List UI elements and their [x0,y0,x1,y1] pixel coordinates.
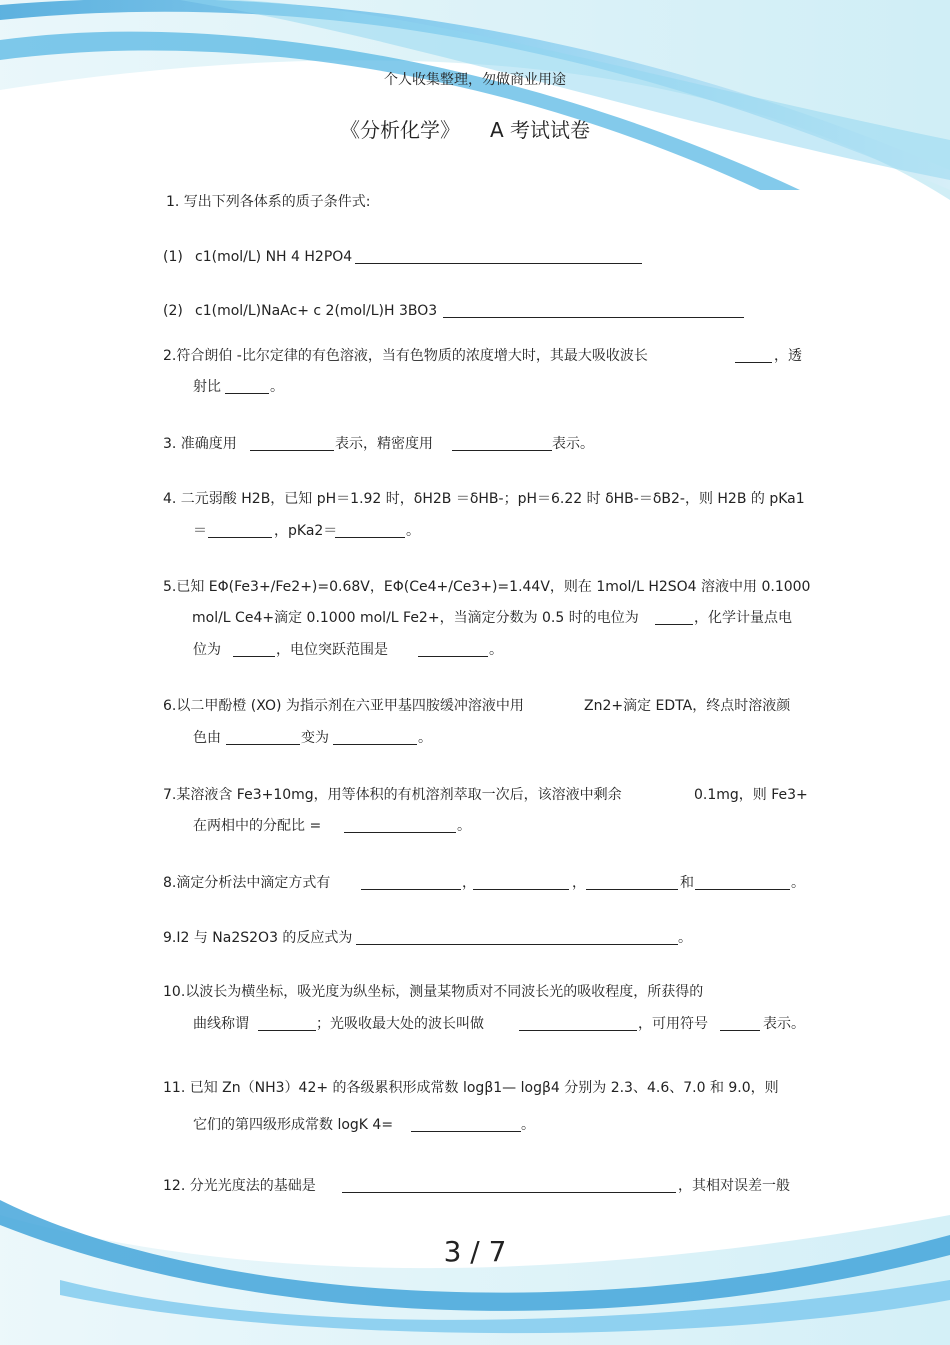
q8-method-blank-2[interactable] [473,875,569,890]
q1-b-label: (2) [163,303,183,319]
title-left: 《分析化学》 [340,118,460,142]
q10-curve-blank[interactable] [258,1016,316,1031]
watermark-line [0,70,950,90]
q5-end: 。 [489,642,503,658]
q5-half-potential-blank[interactable] [655,610,693,625]
q1-b-answer-blank[interactable] [443,303,744,318]
q2-end: 。 [270,379,284,395]
q2-comma: ，透 [774,348,802,364]
q12-basis-blank[interactable] [342,1178,676,1193]
q8-and: 和 [680,875,694,891]
q10-symbol-label: ，可用符号 [638,1016,708,1032]
q8-method-blank-4[interactable] [695,875,790,890]
q7-line2-text: 在两相中的分配比 = [193,818,322,834]
q6-change-to: 变为 [301,730,329,746]
q3-accuracy-blank[interactable] [250,436,334,451]
q1-a-answer-blank[interactable] [355,249,642,264]
q4-text: 4. 二元弱酸 H2B，已知 pH＝1.92 时，δH2B ＝δHB-；pH＝6.22 时 δHB-＝δB2-，则 H2B 的 pKa1 [163,491,805,507]
q2-transmittance-blank[interactable] [225,379,269,394]
q3-text-a: 3. 准确度用 [163,436,237,452]
q12-text: 12. 分光光度法的基础是 [163,1178,316,1194]
q7-text-b: 0.1mg，则 Fe3+ [694,787,808,803]
title-right: A 考试试卷 [490,118,591,142]
q2-wavelength-blank[interactable] [735,348,772,363]
q1-text: 1. 写出下列各体系的质子条件式: [166,194,371,210]
q2-text: 2.符合朗伯 -比尔定律的有色溶液，当有色物质的浓度增大时，其最大吸收波长 [163,348,648,364]
q5-eq-potential-blank[interactable] [233,642,275,657]
q3-text-b: 表示，精密度用 [335,436,433,452]
q4-eq: ＝ [193,523,207,539]
page-title [0,120,950,150]
q10-symbol-blank[interactable] [720,1016,760,1031]
q11-logk4-blank[interactable] [411,1117,521,1132]
page-number: 3 / 7 [443,1235,507,1268]
q7-ratio-blank[interactable] [344,818,456,833]
q7-text: 7.某溶液含 Fe3+10mg，用等体积的有机溶剂萃取一次后，该溶液中剩余 [163,787,622,803]
q9-end: 。 [678,930,692,946]
page-number-line [0,1234,950,1270]
q10-max-wavelength-blank[interactable] [519,1016,637,1031]
q5-line3-mid: ，电位突跃范围是 [276,642,388,658]
q3-text-c: 表示。 [552,436,594,452]
q8-method-blank-1[interactable] [361,875,461,890]
q6-line2-text: 色由 [193,730,221,746]
q8-text: 8.滴定分析法中滴定方式有 [163,875,331,891]
q4-end: 。 [406,523,420,539]
q7-end: 。 [457,818,471,834]
q6-from-color-blank[interactable] [226,730,300,745]
q1-a-expr: c1(mol/L) NH 4 H2PO4 [195,249,353,265]
q8-end: 。 [791,875,805,891]
q9-reaction-blank[interactable] [356,930,678,945]
q6-text: 6.以二甲酚橙 (XO) 为指示剂在六亚甲基四胺缓冲溶液中用 [163,698,524,714]
q4-pka2-blank[interactable] [335,523,405,538]
q9-text: 9.I2 与 Na2S2O3 的反应式为 [163,930,353,946]
q5-line2-text: mol/L Ce4+滴定 0.1000 mol/L Fe2+，当滴定分数为 0.5 时的电位为 [192,610,639,626]
q12-end: ，其相对误差一般 [678,1178,790,1194]
q8-method-blank-3[interactable] [586,875,678,890]
q5-jump-range-blank[interactable] [418,642,488,657]
q11-text: 11. 已知 Zn（NH3）42+ 的各级累积形成常数 logβ1— logβ4 分别为 2.3、4.6、7.0 和 9.0，则 [163,1080,779,1096]
top-wave-decoration [0,0,950,200]
q10-line2-text: 曲线称谓 [193,1016,249,1032]
q8-sep-1: ， [462,875,476,891]
q11-end: 。 [521,1117,535,1133]
q4-pka1-blank[interactable] [208,523,272,538]
q5-line2-tail: ，化学计量点电 [694,610,792,626]
q6-to-color-blank[interactable] [333,730,417,745]
q10-text: 10.以波长为横坐标，吸光度为纵坐标，测量某物质对不同波长光的吸收程度，所获得的 [163,984,704,1000]
q10-line2-mid: ；光吸收最大处的波长叫做 [316,1016,484,1032]
q5-text: 5.已知 EΦ(Fe3+/Fe2+)=0.68V，EΦ(Ce4+/Ce3+)=1.44V，则在 1mol/L H2SO4 溶液中用 0.1000 [163,579,811,595]
q8-sep-2: ， [572,875,586,891]
q4-pka2-label: ，pKa2＝ [274,523,338,539]
q6-text-b: Zn2+滴定 EDTA，终点时溶液颜 [584,698,791,714]
q1-b-expr: c1(mol/L)NaAc+ c 2(mol/L)H 3BO3 [195,303,438,319]
q5-line3-text: 位为 [193,642,221,658]
q10-end: 表示。 [763,1016,805,1032]
q1-a-label: (1) [163,249,183,265]
watermark-text: 个人收集整理，勿做商业用途 [384,72,566,88]
q3-precision-blank[interactable] [452,436,552,451]
q11-line2-text: 它们的第四级形成常数 logK 4= [193,1117,394,1133]
q6-end: 。 [418,730,432,746]
q2-line2-text: 射比 [193,379,221,395]
bottom-wave-decoration [0,1200,950,1345]
